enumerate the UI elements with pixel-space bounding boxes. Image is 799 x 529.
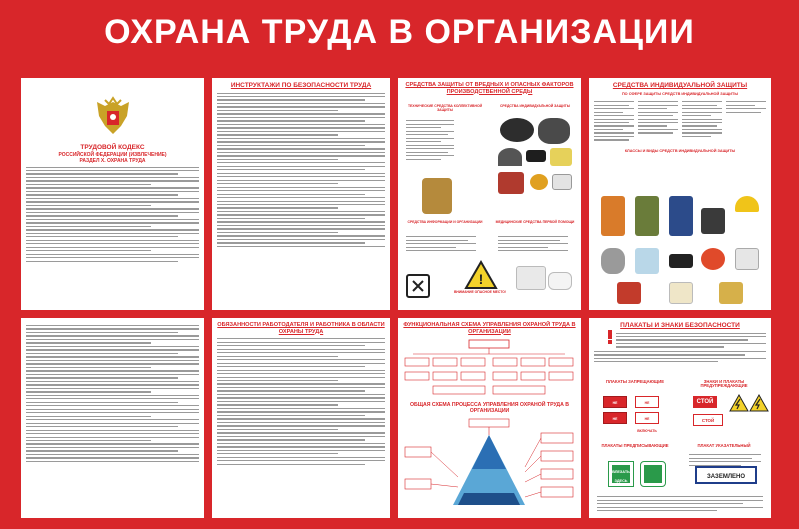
labor-code-title: ТРУДОВОЙ КОДЕКС <box>80 144 145 151</box>
warning-triangle-icon <box>464 260 498 290</box>
panel-duties <box>212 318 390 518</box>
stop-sign: СТОЙ <box>693 396 717 408</box>
ppe-heading: СРЕДСТВА ИНДИВИДУАЛЬНОЙ ЗАЩИТЫ <box>612 82 748 89</box>
do-not-switch-on-sign: НЕ <box>603 396 627 408</box>
goggles-ppe-image <box>669 254 693 268</box>
ppe-sub2: КЛАССЫ И ВИДЫ СРЕДСТВ ИНДИВИДУАЛЬНОЙ ЗАЩИТЫ <box>624 148 736 153</box>
functional-scheme-diagram <box>403 338 575 400</box>
stop-sign-2: СТОЙ <box>693 414 723 426</box>
work-here-sign <box>641 462 665 486</box>
panel-protection-means <box>398 78 581 310</box>
scheme-heading: ФУНКЦИОНАЛЬНАЯ СХЕМА УПРАВЛЕНИЯ ОХРАНОЙ ТРУДА В ОРГАНИЗАЦИИ <box>403 322 576 335</box>
duties-text <box>217 338 385 465</box>
boots-image <box>701 208 725 234</box>
panel-management-scheme <box>398 318 581 518</box>
indicating-poster-label: ПЛАКАТ УКАЗАТЕЛЬНЫЙ <box>697 443 751 448</box>
medical-means-label: МЕДИЦИНСКИЕ СРЕДСТВА ПЕРВОЙ ПОМОЩИ <box>495 220 575 224</box>
briefings-text <box>217 93 385 248</box>
respirator-ppe-image <box>735 248 759 270</box>
regulations-text <box>26 325 199 462</box>
climb-here-sign: ВЛЕЗАТЬ ЗДЕСЬ <box>609 462 633 486</box>
overalls-image <box>669 196 693 236</box>
danger-voltage-icon <box>749 394 769 412</box>
russian-emblem-icon <box>91 96 135 140</box>
panel-posters-signs <box>589 318 771 518</box>
high-voltage-icon <box>729 394 749 412</box>
work-suit-image <box>635 196 659 236</box>
labor-code-section: РАЗДЕЛ X. ОХРАНА ТРУДА <box>79 157 146 164</box>
bandage-image <box>548 272 572 290</box>
first-aid-kit-image <box>516 266 546 290</box>
svg-text:!: ! <box>478 271 484 287</box>
barrel-image <box>422 178 452 214</box>
warning-label: ВНИМАНИЕ ОПАСНОЕ МЕСТО! <box>453 290 507 294</box>
ppe-sub1: ПО СФЕРЕ ЗАЩИТЫ СРЕДСТВ ИНДИВИДУАЛЬНОЙ ЗАЩИТЫ <box>621 91 739 96</box>
cream-image <box>669 282 693 304</box>
collective-protection-label: ТЕХНИЧЕСКИЕ СРЕДСТВА КОЛЛЕКТИВНОЙ ЗАЩИТЫ <box>407 104 483 112</box>
individual-protection-label: СРЕДСТВА ИНДИВИДУАЛЬНОЙ ЗАЩИТЫ <box>499 104 571 108</box>
respirator-image <box>500 118 534 142</box>
headphones-image <box>498 148 522 166</box>
mandatory-posters-label: ПЛАКАТЫ ПРЕДПИСЫВАЮЩИЕ <box>601 443 669 448</box>
process-pyramid-diagram <box>403 417 575 517</box>
earmuffs-image <box>701 248 725 270</box>
cross-mark-icon <box>411 279 425 293</box>
board-title: ОХРАНА ТРУДА В ОРГАНИЗАЦИИ <box>104 13 695 51</box>
panel-safety-briefings <box>212 78 390 310</box>
warning-posters-label: ЗНАКИ И ПЛАКАТЫ ПРЕДУПРЕЖДАЮЩИЕ <box>700 379 748 388</box>
panel-regulations-text <box>21 318 204 518</box>
earplugs-image <box>530 174 548 190</box>
gas-mask-image <box>538 118 570 144</box>
duties-heading: ОБЯЗАННОСТИ РАБОТОДАТЕЛЯ И РАБОТНИКА В ОБЛАСТИ ОХРАНЫ ТРУДА <box>217 322 385 335</box>
harness-image <box>617 282 641 304</box>
do-not-switch-on-sign-4: НЕ ВКЛЮЧАТЬ <box>635 412 659 424</box>
gloves-image <box>550 148 572 166</box>
process-scheme-heading: ОБЩАЯ СХЕМА ПРОЦЕССА УПРАВЛЕНИЯ ОХРАНОЙ ТРУДА В ОРГАНИЗАЦИИ <box>409 402 570 415</box>
prohibiting-posters-label: ПЛАКАТЫ ЗАПРЕЩАЮЩИЕ <box>605 379 665 384</box>
protection-heading: СРЕДСТВА ЗАЩИТЫ ОТ ВРЕДНЫХ И ОПАСНЫХ ФАКТОРОВ ПРОИЗВОДСТВЕННОЙ СРЕДЫ <box>405 82 574 95</box>
protective-suit-image <box>601 196 625 236</box>
hood-image <box>601 248 625 274</box>
panel-labor-code <box>21 78 204 310</box>
posters-heading: ПЛАКАТЫ И ЗНАКИ БЕЗОПАСНОСТИ <box>620 322 740 329</box>
information-means-label: СРЕДСТВА ИНФОРМАЦИИ И ОРГАНИЗАЦИИ <box>407 220 483 224</box>
gloves-ppe-image <box>719 282 743 304</box>
briefings-heading: ИНСТРУКТАЖИ ПО БЕЗОПАСНОСТИ ТРУДА <box>230 82 372 89</box>
labor-code-subtitle: РОССИЙСКОЙ ФЕДЕРАЦИИ (ИЗВЛЕЧЕНИЕ) <box>58 151 167 158</box>
face-shield-image <box>635 248 659 274</box>
goggles-image <box>526 150 546 162</box>
gloves-2-image <box>498 172 524 194</box>
mask-image <box>552 174 572 190</box>
exclamation-icon <box>605 330 615 344</box>
panel-ppe <box>589 78 771 310</box>
labor-code-text <box>26 167 199 262</box>
helmet-image <box>735 196 759 212</box>
do-not-switch-on-sign-3: НЕ <box>635 396 659 408</box>
grounded-sign: ЗАЗЕМЛЕНО <box>695 466 757 484</box>
do-not-switch-on-sign-2: НЕ ВКЛЮЧАТЬ <box>603 412 627 424</box>
